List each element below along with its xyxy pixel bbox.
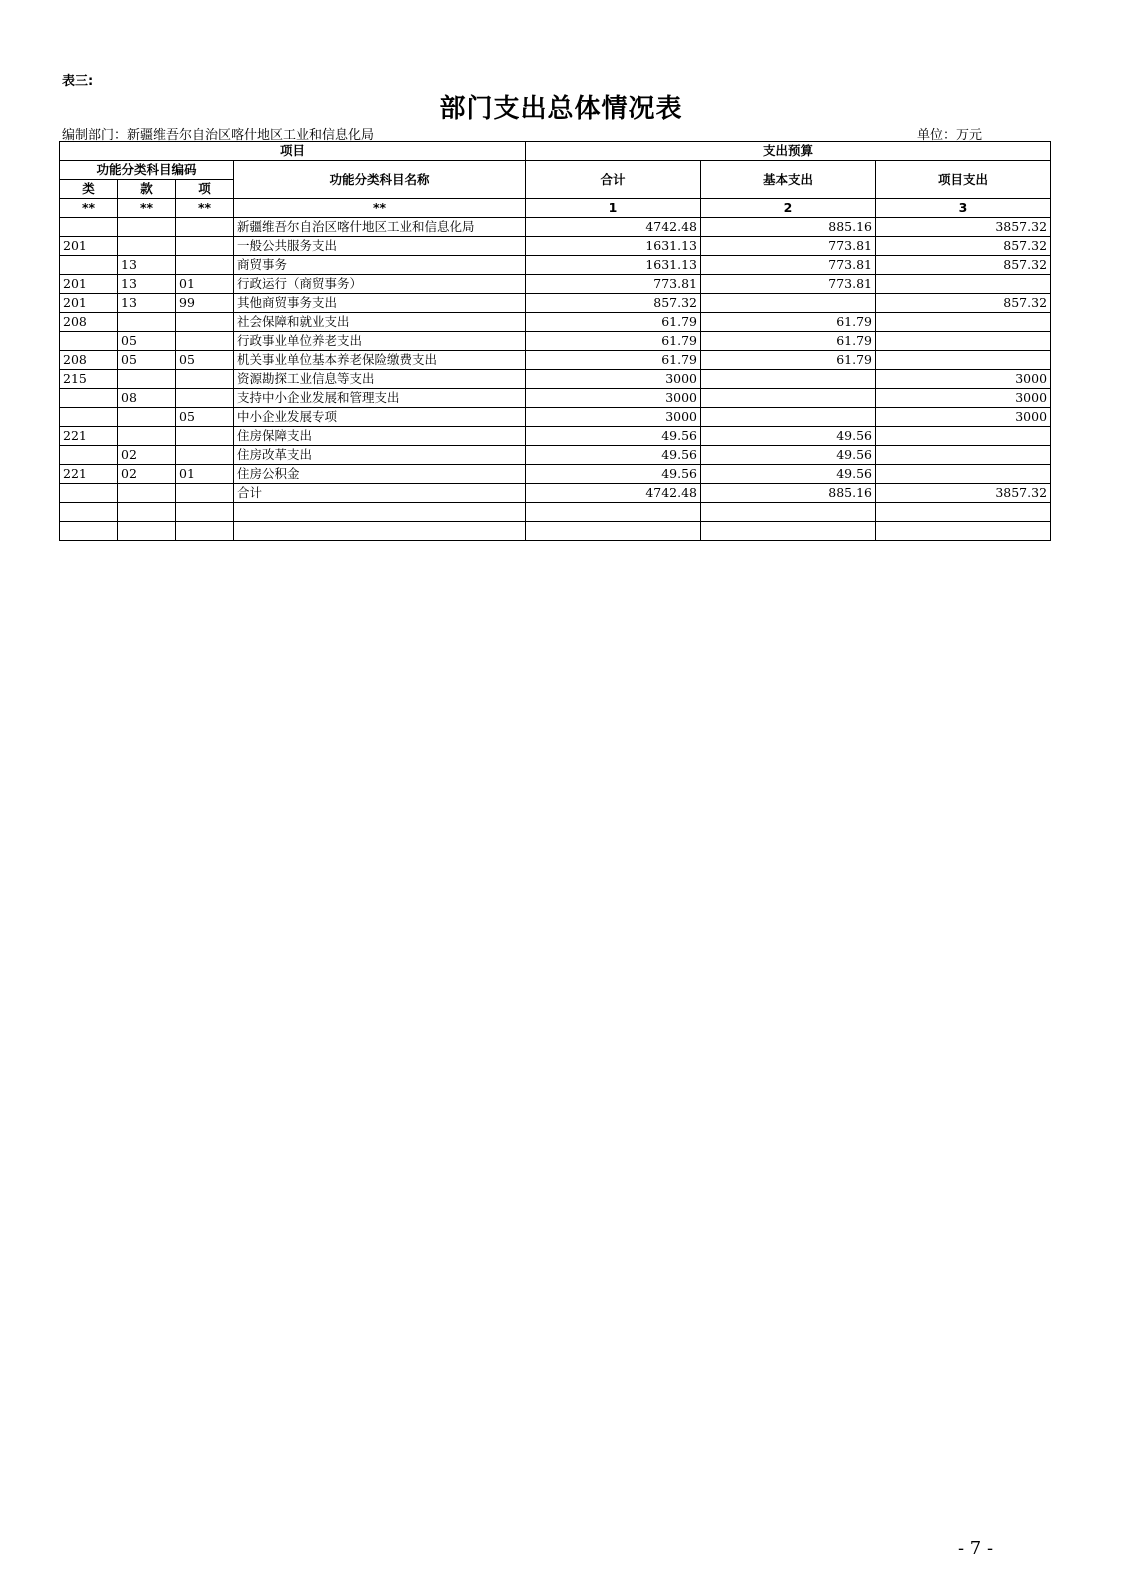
cell-lei: 215 <box>60 370 118 389</box>
cell-lei <box>60 389 118 408</box>
cell-basic <box>701 408 876 427</box>
cell-xiang <box>176 522 234 541</box>
cell-basic: 49.56 <box>701 446 876 465</box>
table-row <box>60 446 1051 465</box>
cell-name: 中小企业发展专项 <box>234 408 526 427</box>
cell-kuan: 02 <box>118 446 176 465</box>
page-title: 部门支出总体情况表 <box>439 94 683 124</box>
cell-lei <box>60 503 118 522</box>
cell-xiang: 99 <box>176 294 234 313</box>
header-budget: 支出预算 <box>526 142 1051 161</box>
cell-lei <box>60 522 118 541</box>
cell-total <box>526 503 701 522</box>
cell-kuan: 13 <box>118 294 176 313</box>
cell-xiang: 01 <box>176 275 234 294</box>
cell-name <box>234 503 526 522</box>
cell-total: 3000 <box>526 389 701 408</box>
unit-line: 单位：万元 <box>917 128 983 143</box>
cell-basic: 49.56 <box>701 465 876 484</box>
header-kuan: 款 <box>118 180 176 199</box>
header-name: 功能分类科目名称 <box>234 161 526 199</box>
cell-name: 商贸事务 <box>234 256 526 275</box>
cell-project: 3000 <box>876 408 1051 427</box>
cell-lei <box>60 408 118 427</box>
table-row <box>60 503 1051 522</box>
cell-project <box>876 427 1051 446</box>
cell-kuan <box>118 484 176 503</box>
mark-xiang: ** <box>176 199 234 218</box>
table-row <box>60 275 1051 294</box>
cell-lei: 208 <box>60 313 118 332</box>
header-item: 项目 <box>60 142 526 161</box>
cell-basic: 773.81 <box>701 237 876 256</box>
cell-total: 61.79 <box>526 313 701 332</box>
header-total: 合计 <box>526 161 701 199</box>
cell-lei <box>60 484 118 503</box>
cell-lei: 221 <box>60 427 118 446</box>
cell-total: 61.79 <box>526 351 701 370</box>
mark-kuan: ** <box>118 199 176 218</box>
table-row <box>60 370 1051 389</box>
cell-kuan <box>118 522 176 541</box>
cell-name <box>234 522 526 541</box>
cell-total: 3000 <box>526 408 701 427</box>
cell-lei <box>60 332 118 351</box>
cell-xiang <box>176 370 234 389</box>
cell-total: 49.56 <box>526 465 701 484</box>
cell-kuan <box>118 503 176 522</box>
cell-name: 支持中小企业发展和管理支出 <box>234 389 526 408</box>
cell-name: 新疆维吾尔自治区喀什地区工业和信息化局 <box>234 218 526 237</box>
cell-kuan: 05 <box>118 351 176 370</box>
table-body <box>60 218 1051 541</box>
cell-project <box>876 522 1051 541</box>
table-row <box>60 351 1051 370</box>
cell-project <box>876 275 1051 294</box>
cell-kuan <box>118 313 176 332</box>
cell-kuan: 13 <box>118 256 176 275</box>
cell-xiang: 05 <box>176 351 234 370</box>
cell-total: 1631.13 <box>526 237 701 256</box>
cell-basic: 61.79 <box>701 332 876 351</box>
expenditure-table <box>59 141 1051 541</box>
col-index-2: 2 <box>701 199 876 218</box>
cell-project: 3857.32 <box>876 484 1051 503</box>
cell-name: 住房公积金 <box>234 465 526 484</box>
table-row <box>60 332 1051 351</box>
cell-kuan: 13 <box>118 275 176 294</box>
mark-name: ** <box>234 199 526 218</box>
cell-project: 3000 <box>876 370 1051 389</box>
table-row <box>60 484 1051 503</box>
cell-lei: 201 <box>60 275 118 294</box>
cell-kuan: 02 <box>118 465 176 484</box>
table-row <box>60 408 1051 427</box>
department-line: 编制部门：新疆维吾尔自治区喀什地区工业和信息化局 <box>62 128 375 143</box>
table-row <box>60 294 1051 313</box>
cell-lei: 208 <box>60 351 118 370</box>
cell-xiang: 05 <box>176 408 234 427</box>
cell-xiang <box>176 256 234 275</box>
cell-total: 61.79 <box>526 332 701 351</box>
cell-basic: 61.79 <box>701 351 876 370</box>
cell-xiang <box>176 218 234 237</box>
cell-total: 857.32 <box>526 294 701 313</box>
header-lei: 类 <box>60 180 118 199</box>
cell-kuan <box>118 427 176 446</box>
cell-lei <box>60 446 118 465</box>
cell-xiang <box>176 446 234 465</box>
cell-total: 49.56 <box>526 446 701 465</box>
cell-lei: 221 <box>60 465 118 484</box>
cell-basic <box>701 522 876 541</box>
cell-project: 857.32 <box>876 256 1051 275</box>
cell-name: 机关事业单位基本养老保险缴费支出 <box>234 351 526 370</box>
table-row <box>60 237 1051 256</box>
table-label: 表三: <box>62 74 94 89</box>
cell-kuan <box>118 218 176 237</box>
cell-project: 857.32 <box>876 294 1051 313</box>
cell-kuan: 05 <box>118 332 176 351</box>
cell-total <box>526 522 701 541</box>
cell-project <box>876 351 1051 370</box>
cell-kuan <box>118 370 176 389</box>
cell-project <box>876 465 1051 484</box>
cell-lei: 201 <box>60 237 118 256</box>
cell-basic: 885.16 <box>701 218 876 237</box>
col-index-3: 3 <box>876 199 1051 218</box>
cell-total: 1631.13 <box>526 256 701 275</box>
cell-name: 行政运行（商贸事务） <box>234 275 526 294</box>
col-index-1: 1 <box>526 199 701 218</box>
cell-basic: 49.56 <box>701 427 876 446</box>
cell-xiang <box>176 237 234 256</box>
cell-total: 49.56 <box>526 427 701 446</box>
cell-xiang <box>176 427 234 446</box>
cell-basic <box>701 370 876 389</box>
cell-lei <box>60 218 118 237</box>
header-xiang: 项 <box>176 180 234 199</box>
table-row <box>60 389 1051 408</box>
cell-basic <box>701 389 876 408</box>
cell-total: 4742.48 <box>526 218 701 237</box>
table-row <box>60 218 1051 237</box>
header-basic: 基本支出 <box>701 161 876 199</box>
cell-project: 857.32 <box>876 237 1051 256</box>
table-row <box>60 522 1051 541</box>
cell-total: 4742.48 <box>526 484 701 503</box>
cell-name: 一般公共服务支出 <box>234 237 526 256</box>
cell-project: 3857.32 <box>876 218 1051 237</box>
cell-name: 社会保障和就业支出 <box>234 313 526 332</box>
cell-basic: 61.79 <box>701 313 876 332</box>
cell-name: 住房改革支出 <box>234 446 526 465</box>
cell-project: 3000 <box>876 389 1051 408</box>
cell-basic: 773.81 <box>701 256 876 275</box>
table-row <box>60 256 1051 275</box>
cell-name: 合计 <box>234 484 526 503</box>
cell-kuan <box>118 237 176 256</box>
cell-basic: 885.16 <box>701 484 876 503</box>
cell-xiang <box>176 332 234 351</box>
cell-kuan: 08 <box>118 389 176 408</box>
table-row <box>60 313 1051 332</box>
cell-basic: 773.81 <box>701 275 876 294</box>
table-row <box>60 427 1051 446</box>
cell-name: 其他商贸事务支出 <box>234 294 526 313</box>
cell-total: 773.81 <box>526 275 701 294</box>
cell-project <box>876 313 1051 332</box>
cell-xiang: 01 <box>176 465 234 484</box>
cell-project <box>876 332 1051 351</box>
page-number: - 7 - <box>958 1538 994 1559</box>
cell-project <box>876 446 1051 465</box>
header-code: 功能分类科目编码 <box>60 161 234 180</box>
cell-project <box>876 503 1051 522</box>
mark-lei: ** <box>60 199 118 218</box>
cell-xiang <box>176 484 234 503</box>
cell-xiang <box>176 389 234 408</box>
cell-lei <box>60 256 118 275</box>
header-project: 项目支出 <box>876 161 1051 199</box>
cell-total: 3000 <box>526 370 701 389</box>
cell-lei: 201 <box>60 294 118 313</box>
cell-name: 资源勘探工业信息等支出 <box>234 370 526 389</box>
cell-kuan <box>118 408 176 427</box>
cell-name: 行政事业单位养老支出 <box>234 332 526 351</box>
cell-xiang <box>176 503 234 522</box>
cell-xiang <box>176 313 234 332</box>
cell-basic <box>701 503 876 522</box>
cell-name: 住房保障支出 <box>234 427 526 446</box>
table-row <box>60 465 1051 484</box>
cell-basic <box>701 294 876 313</box>
